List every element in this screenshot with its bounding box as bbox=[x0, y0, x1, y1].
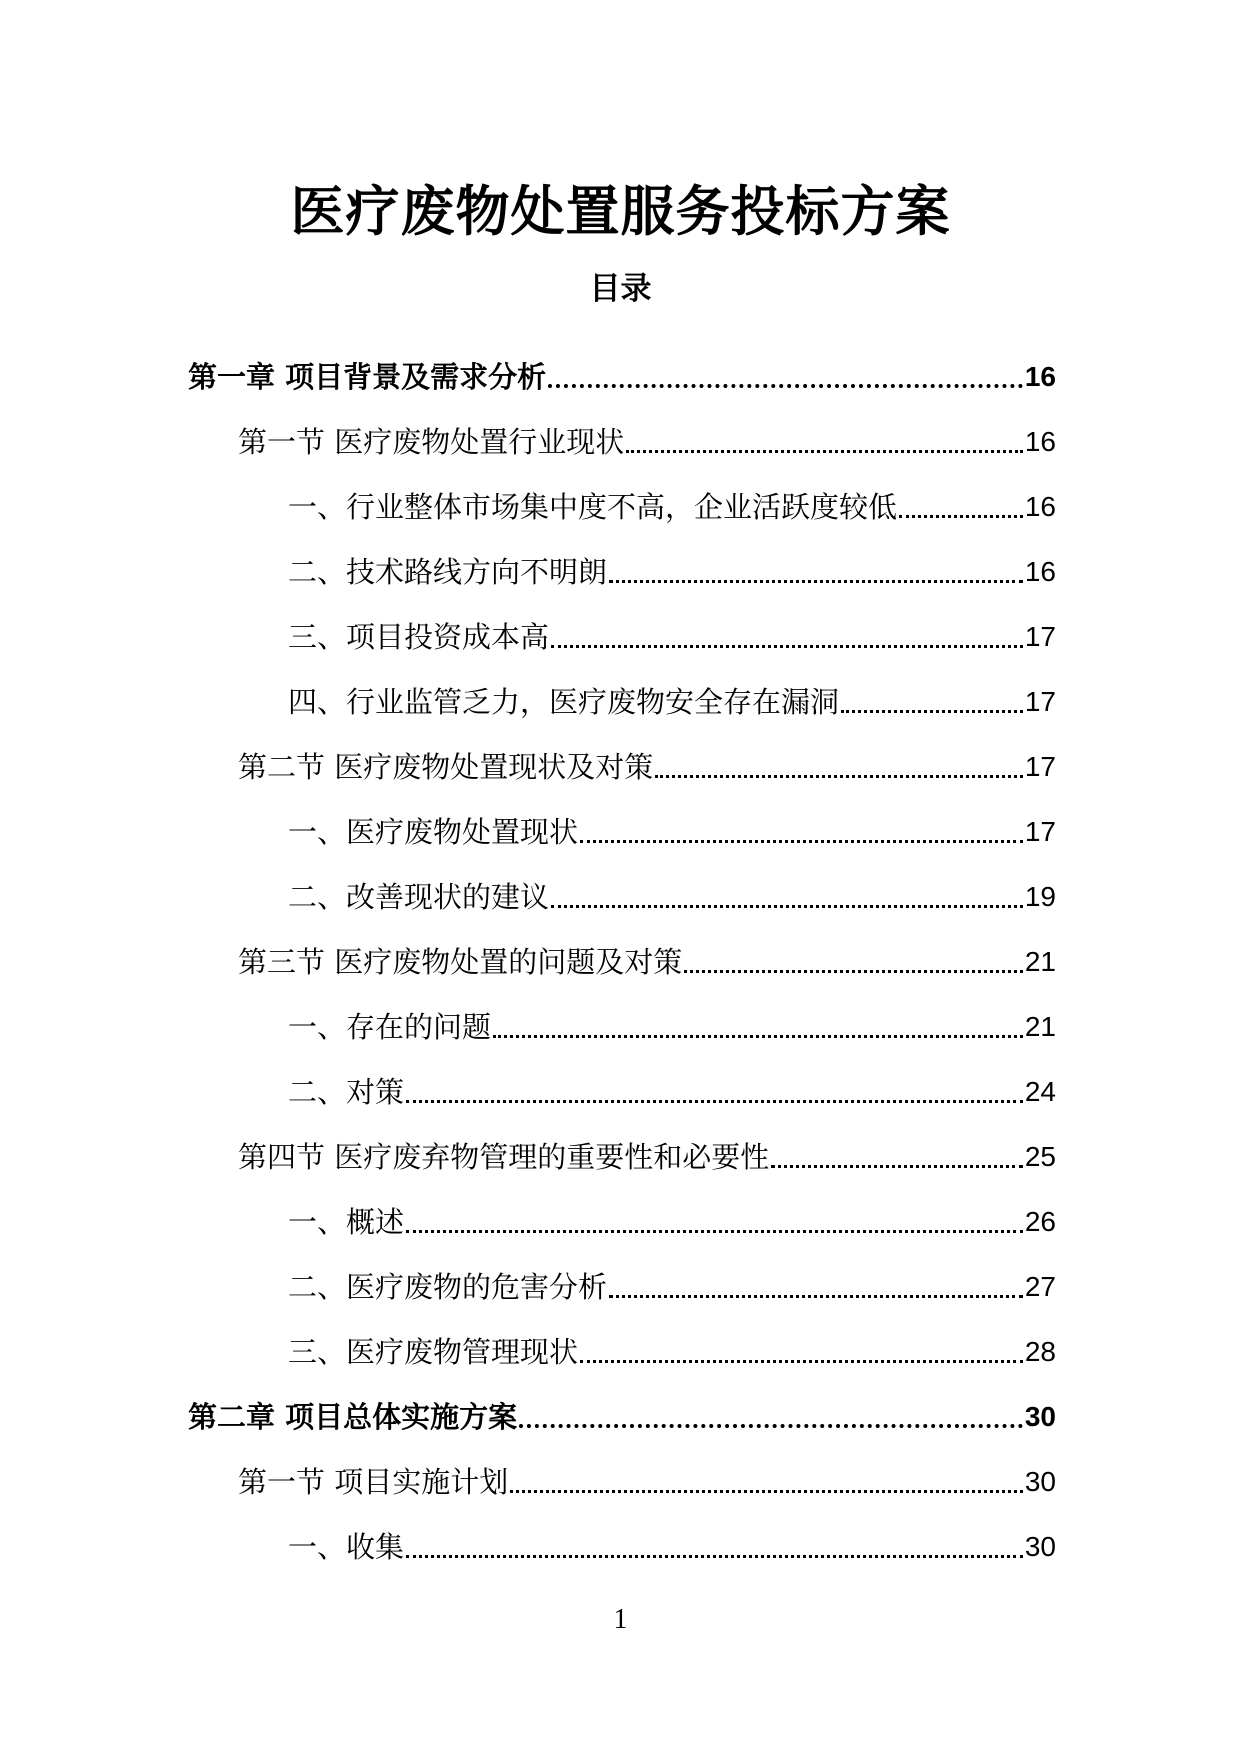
toc-entry-page: 24 bbox=[1024, 1076, 1056, 1107]
toc-entry-label: 第二节 医疗废物处置现状及对策 bbox=[238, 750, 654, 784]
toc-chapter-entry[interactable] bbox=[188, 332, 1056, 397]
toc-subsection-entry[interactable] bbox=[188, 462, 1056, 527]
toc-entry-label: 一、行业整体市场集中度不高，企业活跃度较低 bbox=[288, 490, 898, 524]
toc-section-entry[interactable] bbox=[188, 917, 1056, 982]
toc-subsection-entry[interactable] bbox=[188, 1047, 1056, 1112]
toc-dot-leader bbox=[406, 1230, 1023, 1233]
toc-dot-leader bbox=[899, 515, 1023, 518]
toc-entry-page: 30 bbox=[1024, 1466, 1056, 1497]
toc-dot-leader bbox=[551, 905, 1023, 908]
page-title: 医疗废物处置服务投标方案 bbox=[290, 180, 951, 243]
toc-dot-leader bbox=[626, 450, 1023, 453]
toc-entry-page: 16 bbox=[1024, 491, 1056, 522]
toc-entry-page: 16 bbox=[1024, 426, 1056, 457]
toc-entry-page: 25 bbox=[1024, 1141, 1056, 1172]
toc-entry-label: 第一节 医疗废物处置行业现状 bbox=[238, 425, 625, 459]
toc-section-entry[interactable] bbox=[188, 397, 1056, 462]
toc-heading: 目录 bbox=[589, 271, 652, 307]
toc-section-entry[interactable] bbox=[188, 1112, 1056, 1177]
toc-entry-label: 第三节 医疗废物处置的问题及对策 bbox=[238, 945, 683, 979]
toc-dot-leader bbox=[510, 1490, 1023, 1493]
toc-chapter-entry[interactable] bbox=[188, 1372, 1056, 1437]
toc-dot-leader bbox=[609, 580, 1023, 583]
toc-dot-leader bbox=[841, 710, 1023, 713]
toc-dot-leader bbox=[406, 1555, 1023, 1558]
toc-entry-page: 19 bbox=[1024, 881, 1056, 912]
toc-subsection-entry[interactable] bbox=[188, 982, 1056, 1047]
toc-dot-leader bbox=[771, 1165, 1023, 1168]
toc-section-entry[interactable] bbox=[188, 1437, 1056, 1502]
toc-dot-leader bbox=[551, 645, 1023, 648]
toc-dot-leader bbox=[406, 1100, 1023, 1103]
toc-dot-leader bbox=[580, 840, 1023, 843]
toc-subsection-entry[interactable] bbox=[188, 592, 1056, 657]
toc-entry-label: 一、存在的问题 bbox=[288, 1010, 492, 1044]
toc-subsection-entry[interactable] bbox=[188, 787, 1056, 852]
toc-entry-page: 21 bbox=[1024, 1011, 1056, 1042]
toc-entry-label: 第四节 医疗废弃物管理的重要性和必要性 bbox=[238, 1140, 770, 1174]
toc-entry-page: 28 bbox=[1024, 1336, 1056, 1367]
toc-entry-page: 27 bbox=[1024, 1271, 1056, 1302]
toc-section-entry[interactable] bbox=[188, 722, 1056, 787]
toc-entry-label: 二、技术路线方向不明朗 bbox=[288, 555, 608, 589]
toc-entry-label: 四、行业监管乏力，医疗废物安全存在漏洞 bbox=[288, 685, 840, 719]
toc-entry-page: 16 bbox=[1024, 556, 1056, 587]
toc-subsection-entry[interactable] bbox=[188, 527, 1056, 592]
toc-entry-label: 一、收集 bbox=[288, 1530, 405, 1564]
toc-dot-leader bbox=[655, 775, 1023, 778]
toc-entry-label: 三、项目投资成本高 bbox=[288, 620, 550, 654]
toc-entry-page: 21 bbox=[1024, 946, 1056, 977]
toc-dot-leader bbox=[609, 1295, 1023, 1298]
toc-entry-label: 三、医疗废物管理现状 bbox=[288, 1335, 579, 1369]
toc-subsection-entry[interactable] bbox=[188, 1177, 1056, 1242]
toc-dot-leader bbox=[684, 970, 1023, 973]
toc-dot-leader bbox=[580, 1360, 1023, 1363]
toc-subsection-entry[interactable] bbox=[188, 657, 1056, 722]
toc-entry-page: 26 bbox=[1024, 1206, 1056, 1237]
table-of-contents bbox=[188, 332, 1056, 1567]
toc-entry-label: 第一节 项目实施计划 bbox=[238, 1465, 509, 1499]
toc-dot-leader bbox=[519, 1424, 1023, 1428]
toc-subsection-entry[interactable] bbox=[188, 1307, 1056, 1372]
toc-entry-label: 二、改善现状的建议 bbox=[288, 880, 550, 914]
toc-subsection-entry[interactable] bbox=[188, 1242, 1056, 1307]
toc-entry-page: 30 bbox=[1024, 1531, 1056, 1562]
toc-entry-page: 16 bbox=[1024, 361, 1056, 392]
toc-subsection-entry[interactable] bbox=[188, 852, 1056, 917]
toc-entry-label: 第一章 项目背景及需求分析 bbox=[188, 360, 547, 394]
toc-entry-label: 一、概述 bbox=[288, 1205, 405, 1239]
toc-entry-page: 17 bbox=[1024, 751, 1056, 782]
toc-entry-label: 二、对策 bbox=[288, 1075, 405, 1109]
toc-entry-label: 一、医疗废物处置现状 bbox=[288, 815, 579, 849]
toc-entry-page: 17 bbox=[1024, 686, 1056, 717]
toc-entry-label: 第二章 项目总体实施方案 bbox=[188, 1400, 518, 1434]
toc-subsection-entry[interactable] bbox=[188, 1502, 1056, 1567]
toc-dot-leader bbox=[548, 384, 1023, 388]
toc-entry-page: 30 bbox=[1024, 1401, 1056, 1432]
toc-entry-page: 17 bbox=[1024, 621, 1056, 652]
toc-dot-leader bbox=[493, 1035, 1023, 1038]
toc-entry-label: 二、医疗废物的危害分析 bbox=[288, 1270, 608, 1304]
toc-entry-page: 17 bbox=[1024, 816, 1056, 847]
page-number: 1 bbox=[613, 1604, 628, 1635]
